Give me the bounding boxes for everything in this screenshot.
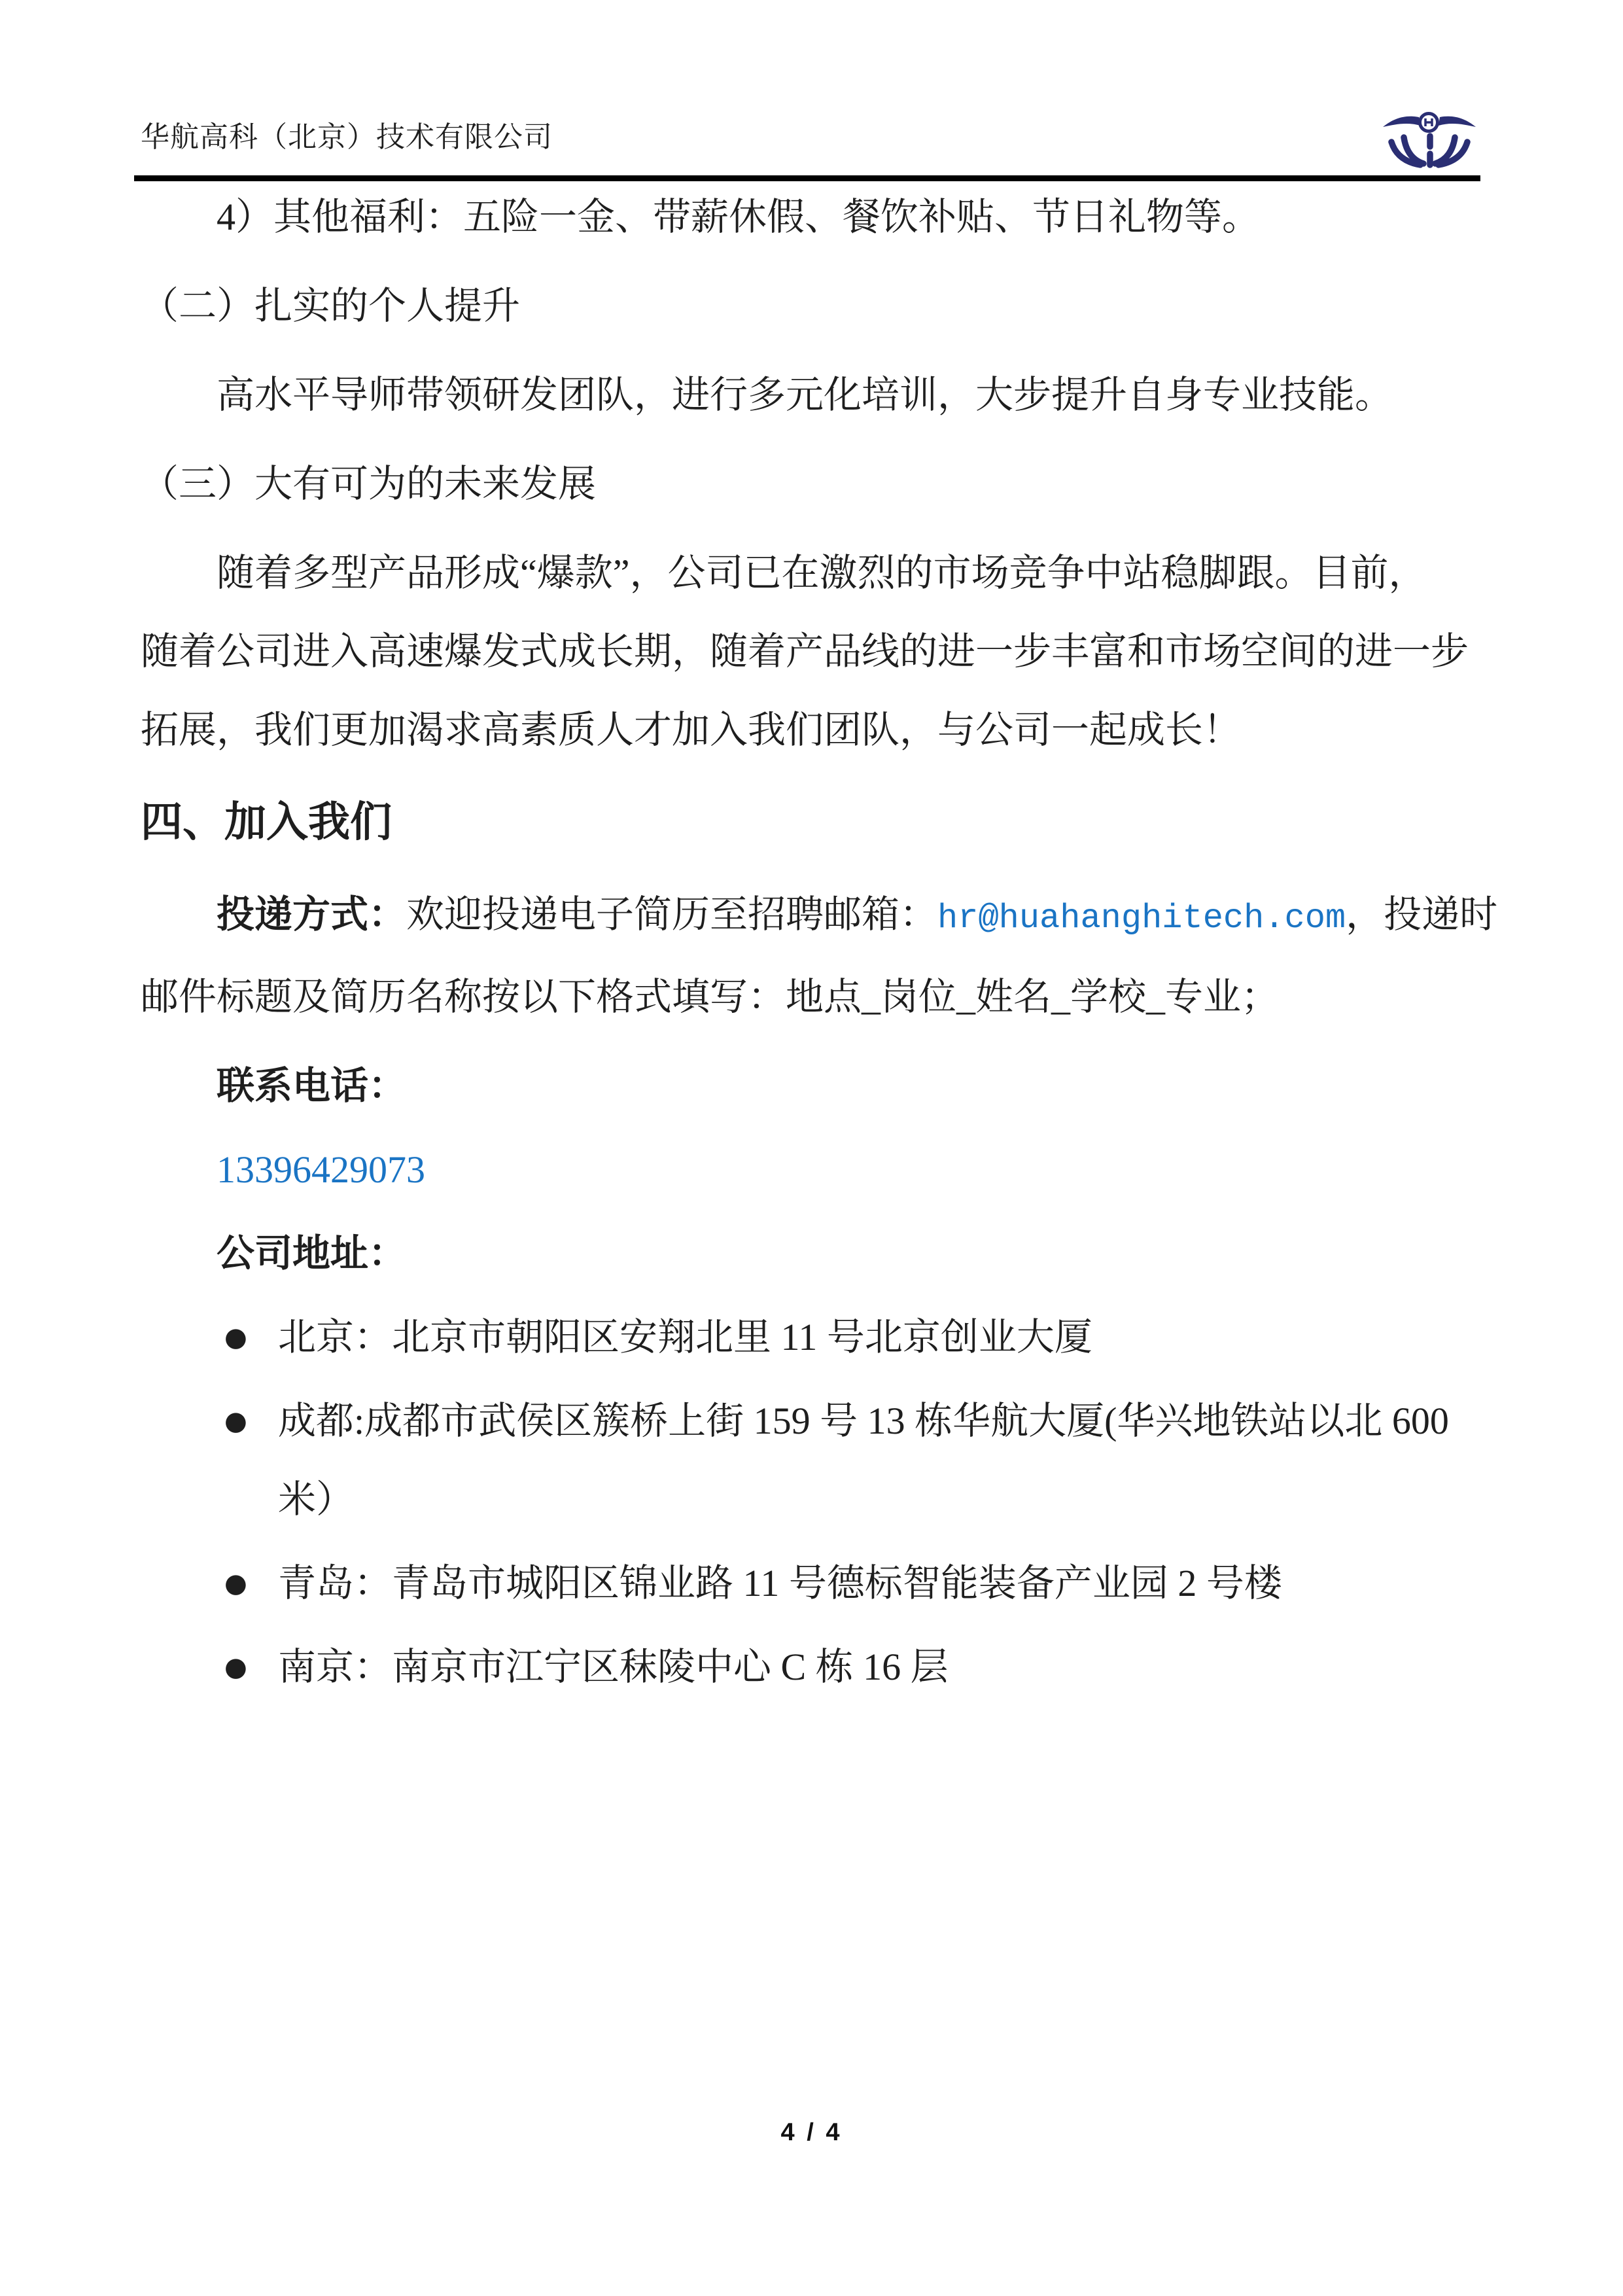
address-item-nanjing [141, 1628, 1492, 1706]
address-line: 青岛：青岛市城阳区锦业路 11 号德标智能装备产业园 2 号楼 [278, 1562, 1282, 1604]
address-text [278, 1628, 1492, 1706]
phone-line [141, 1131, 1492, 1209]
logo-right-wing-shape [1439, 116, 1476, 127]
address-line: 米） [278, 1478, 355, 1521]
company-logo-icon [1380, 106, 1478, 171]
address-text [278, 1298, 1492, 1377]
section-4-heading: 四、加入我们 [141, 799, 392, 845]
address-item-qingdao [141, 1544, 1492, 1623]
document-body [141, 178, 1498, 1712]
section-2-paragraph: 高水平导师带领研发团队，进行多元化培训，大步提升自身专业技能。 [217, 374, 1393, 416]
header-company-name: 华航高科（北京）技术有限公司 [141, 121, 553, 153]
address-item-chengdu [141, 1382, 1492, 1539]
paragraph-line: 拓展，我们更加渴求高素质人才加入我们团队，与公司一起成长！ [141, 709, 1242, 751]
address-line: 成都:成都市武侯区簇桥上街 159 号 13 栋华航大厦(华兴地铁站以北 600 [278, 1400, 1449, 1442]
bullet-icon: ● [224, 1568, 247, 1598]
bullet-icon: ● [224, 1406, 247, 1436]
address-label: 公司地址： [217, 1232, 407, 1275]
apply-method-paragraph [141, 875, 1498, 1036]
apply-method-text-after: ，投递时 [1346, 893, 1498, 936]
paragraph-line: 随着多型产品形成“爆款”，公司已在激烈的市场竞争中站稳脚跟。目前， [217, 552, 1427, 594]
bullet-icon: ● [224, 1652, 247, 1682]
apply-method-line [141, 875, 1498, 958]
address-line: 南京：南京市江宁区秣陵中心 C 栋 16 层 [278, 1646, 949, 1688]
recruit-email-link[interactable]: hr@huahanghitech.com [937, 899, 1346, 938]
paragraph-line: 随着公司进入高速爆发式成长期，随着产品线的进一步丰富和市场空间的进一步 [141, 630, 1469, 673]
address-item-beijing [141, 1298, 1492, 1377]
apply-method-label: 投递方式： [217, 893, 407, 936]
section-3-heading: （三）大有可为的未来发展 [141, 463, 597, 505]
benefits-other-line: 4）其他福利：五险一金、带薪休假、餐饮补贴、节日礼物等。 [217, 196, 1261, 238]
phone-number-link[interactable]: 13396429073 [217, 1148, 425, 1191]
section-2-heading: （二）扎实的个人提升 [141, 285, 521, 327]
section-3-paragraph [141, 534, 1492, 769]
page-number: 4 / 4 [780, 2119, 843, 2146]
address-line: 北京：北京市朝阳区安翔北里 11 号北京创业大厦 [278, 1316, 1092, 1358]
phone-label: 联系电话： [217, 1065, 407, 1107]
bullet-icon: ● [224, 1322, 247, 1352]
logo-left-wing-shape [1383, 116, 1420, 127]
address-text [278, 1544, 1492, 1623]
apply-method-text: 欢迎投递电子简历至招聘邮箱： [406, 893, 938, 936]
address-text [278, 1382, 1492, 1539]
apply-format-line: 邮件标题及简历名称按以下格式填写：地点_岗位_姓名_学校_专业； [141, 976, 1280, 1018]
